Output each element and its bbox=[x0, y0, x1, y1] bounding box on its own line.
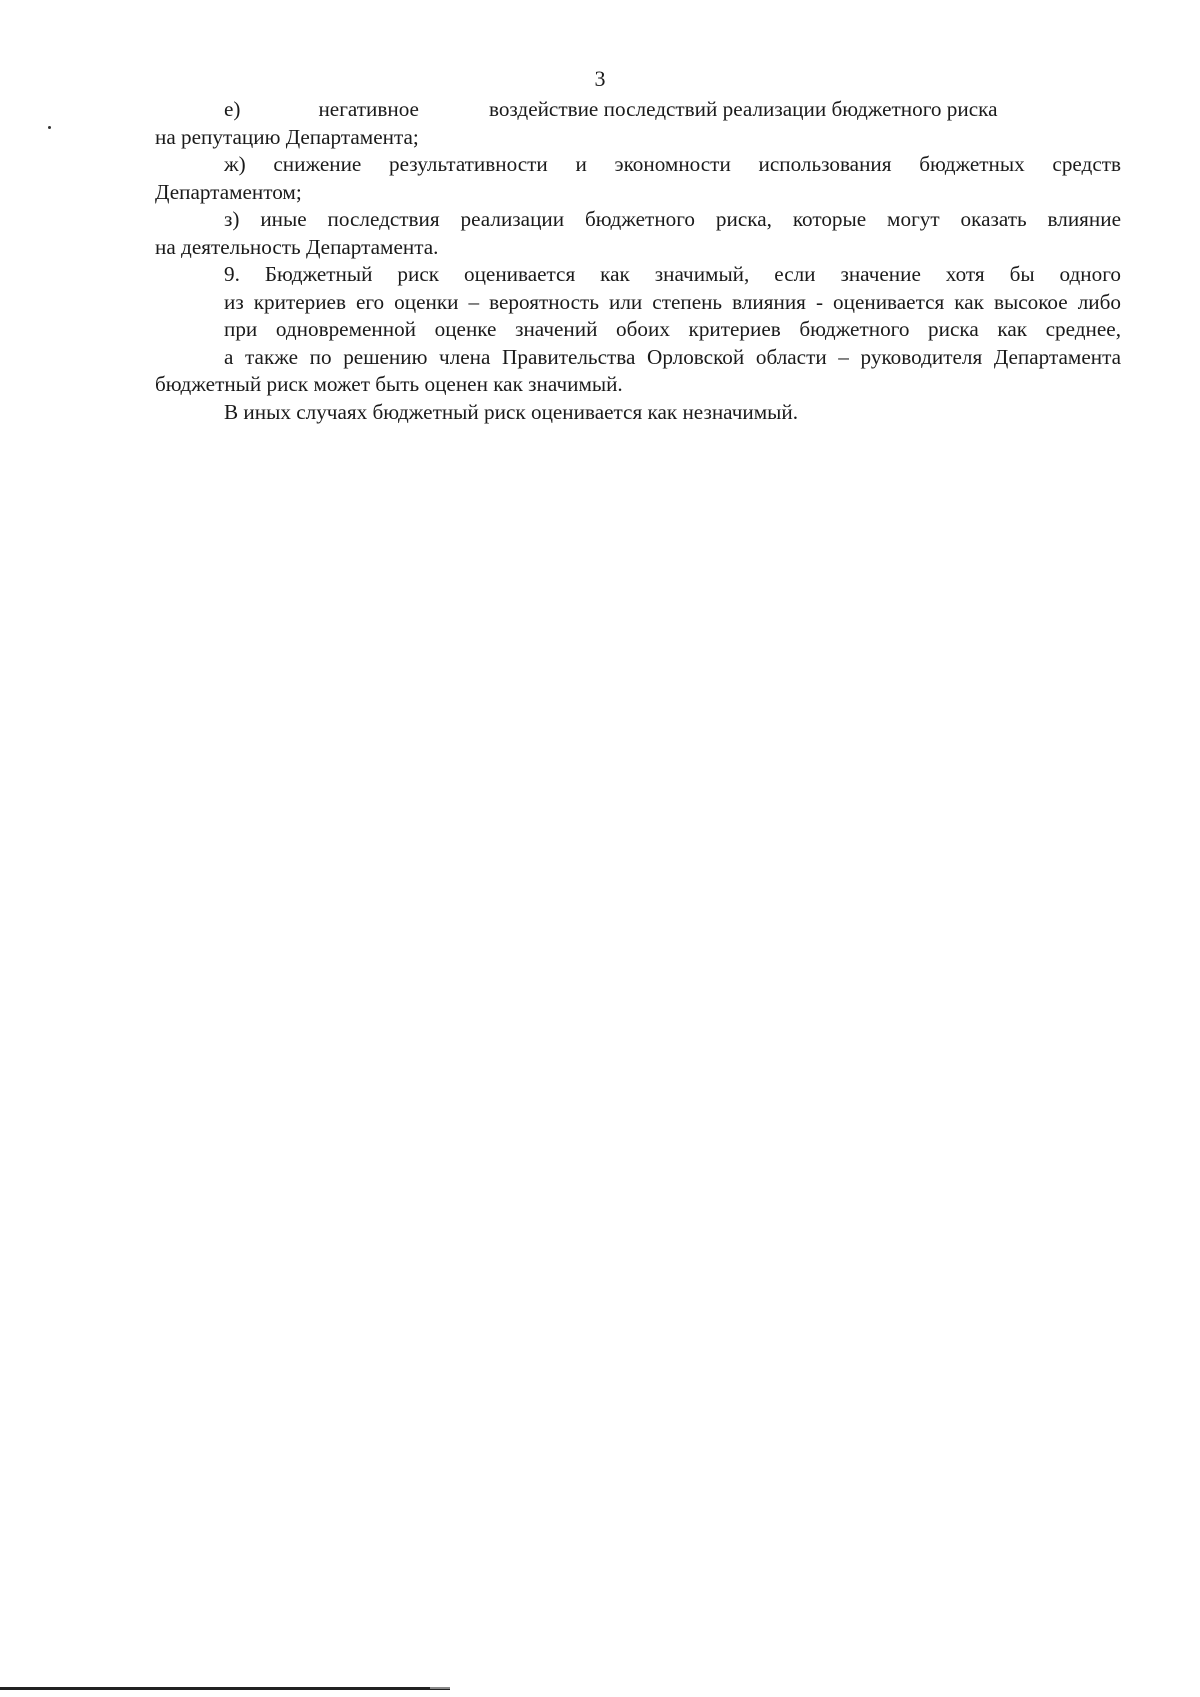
item-9-line2: из критериев его оценки – вероятность или степень влияния - оценивается как высокое либо bbox=[224, 289, 1121, 314]
margin-dot bbox=[48, 126, 51, 129]
paragraph-item-e-cont bbox=[155, 124, 1121, 152]
item-9-line1: 9. Бюджетный риск оценивается как значимый, если значение хотя бы одного bbox=[224, 262, 1121, 286]
bottom-rule-tail bbox=[430, 1687, 450, 1689]
item-e-marker: е) bbox=[224, 97, 241, 121]
paragraph-item-z bbox=[155, 206, 1121, 261]
bottom-rule bbox=[0, 1687, 450, 1690]
item-z-line2: на деятельность Департамента. bbox=[155, 234, 439, 259]
paragraph-item-e bbox=[155, 96, 1121, 124]
item-zh-line2: Департаментом; bbox=[155, 179, 302, 204]
paragraph-item-zh bbox=[155, 151, 1121, 206]
item-e-word: негативное bbox=[318, 97, 419, 121]
paragraph-item-9 bbox=[155, 261, 1121, 399]
item-zh-line1: ж) снижение результативности и экономности использования бюджетных средств bbox=[224, 152, 1121, 176]
page-number: 3 bbox=[594, 66, 606, 91]
paragraph-closing bbox=[155, 399, 1121, 427]
item-9-line4: а также по решению члена Правительства Орловской области – руководителя Департамента bbox=[224, 344, 1121, 369]
item-9-line3: при одновременной оценке значений обоих критериев бюджетного риска как среднее, bbox=[224, 317, 1121, 341]
item-z-line1: з) иные последствия реализации бюджетного риска, которые могут оказать влияние bbox=[224, 207, 1121, 231]
item-9-line5: бюджетный риск может быть оценен как значимый. bbox=[155, 372, 623, 396]
closing-text: В иных случаях бюджетный риск оценивается как незначимый. bbox=[224, 399, 798, 424]
item-e-rest: воздействие последствий реализации бюджетного риска bbox=[488, 97, 998, 121]
item-e-line2: на репутацию Департамента; bbox=[155, 124, 419, 149]
document-body bbox=[155, 96, 1121, 426]
